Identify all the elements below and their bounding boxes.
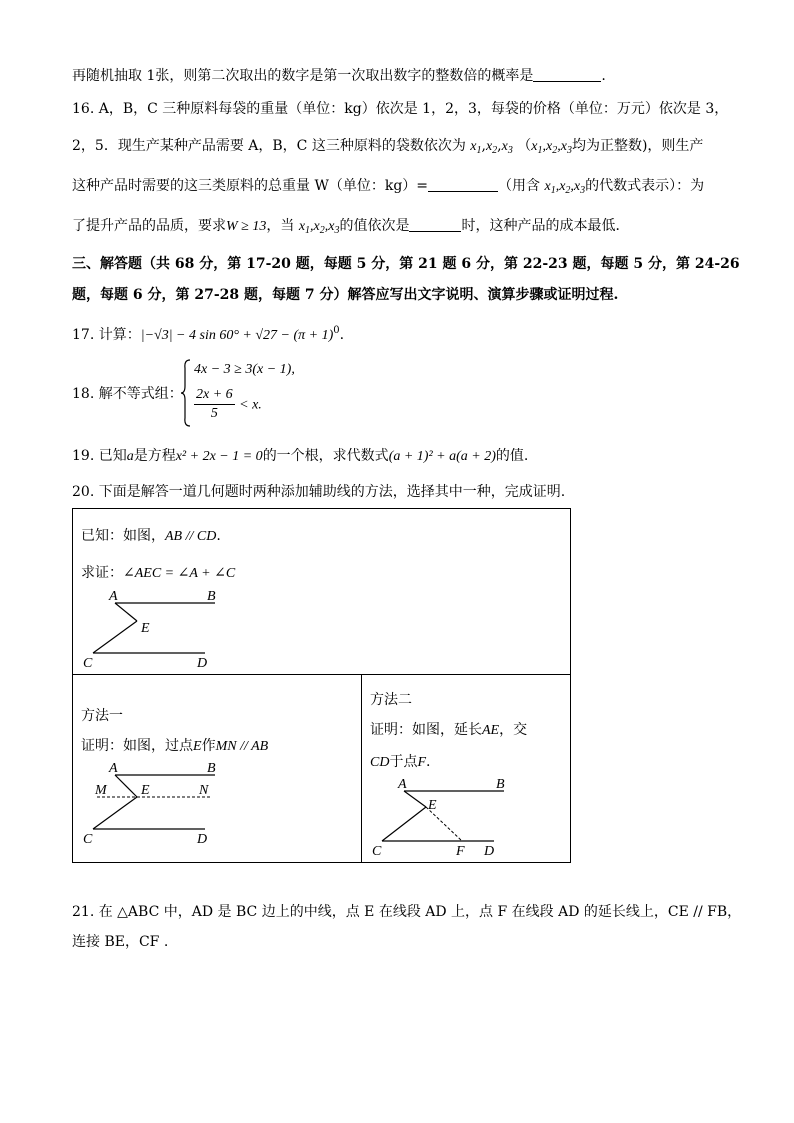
svg-text:E: E [141, 783, 150, 798]
q20-given: 已知：如图，AB // CD. [81, 528, 221, 544]
q20-intro: 20. 下面是解答一道几何题时两种添加辅助线的方法，选择其中一种，完成证明. [72, 484, 566, 500]
point-c-label: C [83, 656, 93, 667]
svg-text:F: F [456, 844, 465, 859]
svg-text:C: C [372, 844, 382, 859]
q18-system [180, 358, 340, 428]
q20-given-figure [79, 587, 249, 667]
q15-text: 再随机抽取 1张，则第二次取出的数字是第一次取出数字的整数倍的概率是 [72, 68, 534, 84]
brace-icon [180, 358, 192, 428]
q20-method2-box [361, 674, 571, 863]
q20-method1-box [72, 674, 362, 863]
q16-line1: 16. A，B，C 三种原料每袋的重量（单位：kg）依次是 1，2，3，每袋的价格（单位：万元）依次是 3， [72, 101, 729, 117]
svg-text:M: M [95, 783, 107, 798]
q15-end: . [601, 68, 606, 84]
q16-line2: 2，5．现生产某种产品需要 A，B，C 这三种原料的袋数依次为 $x_1,x_2,x_3$ （$x_1,x_2,x_3$均为正整数)，则生产 [72, 138, 704, 156]
q20-method1-figure [79, 755, 249, 845]
svg-text:D: D [484, 844, 495, 859]
svg-text:A: A [398, 777, 407, 792]
q18-ineq2: $\frac{2x + 6}{5}$ < x. [196, 387, 262, 421]
q20-method1-title: 方法一 [81, 708, 123, 724]
svg-text:D: D [197, 832, 208, 845]
q20-prove: 求证：∠AEC = ∠A + ∠C [81, 565, 236, 581]
q16-line3-c: 的代数式表示）：为 [585, 178, 705, 194]
section3-heading-line1: 三、解答题（共 68 分，第 17-20 题，每题 5 分，第 21 题 6 分，第 22-23 题，每题 5 分，第 24-26 [72, 256, 740, 272]
point-b-label: B [207, 589, 216, 604]
svg-text:C: C [83, 832, 93, 845]
q20-method2-line2: CD于点F. [370, 754, 431, 770]
q16-line3-a: 这种产品时需要的这三类原料的总重量 W（单位：kg）= [72, 178, 429, 194]
q20-method1-text: 证明：如图，过点E作MN // AB [81, 738, 269, 754]
q15-answer-blank[interactable] [533, 67, 601, 82]
q16-line2-c: 均为正整数)，则生产 [571, 138, 704, 154]
q20-given-box [72, 508, 571, 675]
q15-line [72, 66, 606, 86]
var-x3: $x_3$ [501, 139, 513, 156]
q18-label: 18. 解不等式组： [72, 386, 183, 402]
section3-heading-line2: 题，每题 6 分，第 27-28 题，每题 7 分）解答应写出文字说明、演算步骤或证明过程. [72, 287, 619, 303]
q16-line2-b: （ [517, 138, 532, 154]
q17: 17. 计算：|−√3| − 4 $\sin 60^\circ + √27 - (\pi + 1)^0$. [72, 325, 345, 343]
q17-expression: |−√3| − 4 sin 60° + √27 − (π + 1) [140, 328, 334, 343]
var-x1: $x_1$ [470, 139, 482, 156]
svg-text:N: N [199, 783, 209, 798]
q18-ineq1: 4x − 3 ≥ 3(x − 1), [194, 362, 295, 377]
q16-constraint: W ≥ 13 [226, 219, 267, 234]
q16-answer-blank-w[interactable] [428, 177, 498, 192]
q16-line4: 了提升产品的品质，要求W ≥ 13，当 $x_1,x_2,x_3$的值依次是 时，这种产品的成本最低． [72, 218, 630, 236]
point-a-label: A [109, 589, 118, 604]
svg-text:B: B [496, 777, 505, 792]
q21-line2: 连接 BE，CF . [72, 934, 169, 950]
var-x2: $x_2$ [485, 139, 498, 156]
q16-line3: 这种产品时需要的这三类原料的总重量 W（单位：kg）= （用含 $x_1,x_2,x_3$的代数式表示）：为 [72, 178, 705, 196]
q16-line3-b: （用含 [498, 178, 541, 194]
point-d-label: D [197, 656, 208, 667]
svg-text:B: B [207, 761, 216, 776]
q20-method2-title: 方法二 [370, 692, 412, 708]
q16-line4-a: 了提升产品的品质，要求 [72, 218, 226, 234]
svg-text:A: A [109, 761, 118, 776]
q21-line1: 21. 在 △ABC 中，AD 是 BC 边上的中线，点 E 在线段 AD 上，点 F 在线段 AD 的延长线上，CE // FB， [72, 904, 742, 920]
q16-line2-a: 2，5．现生产某种产品需要 A，B，C 这三种原料的袋数依次为 [72, 138, 466, 154]
q20-method2-figure [368, 771, 568, 861]
point-e-label: E [141, 621, 150, 636]
q19-expression: (a + 1)² + a(a + 2) [388, 449, 496, 464]
q19-equation: x² + 2x − 1 = 0 [175, 449, 263, 464]
svg-text:E: E [428, 798, 437, 813]
q19: 19. 已知a是方程x² + 2x − 1 = 0的一个根，求代数式(a + 1)² + a(a + 2)的值. [72, 448, 529, 464]
q20-method2-line1: 证明：如图，延长AE，交 [370, 722, 528, 738]
q16-answer-blank-values[interactable] [409, 217, 461, 232]
